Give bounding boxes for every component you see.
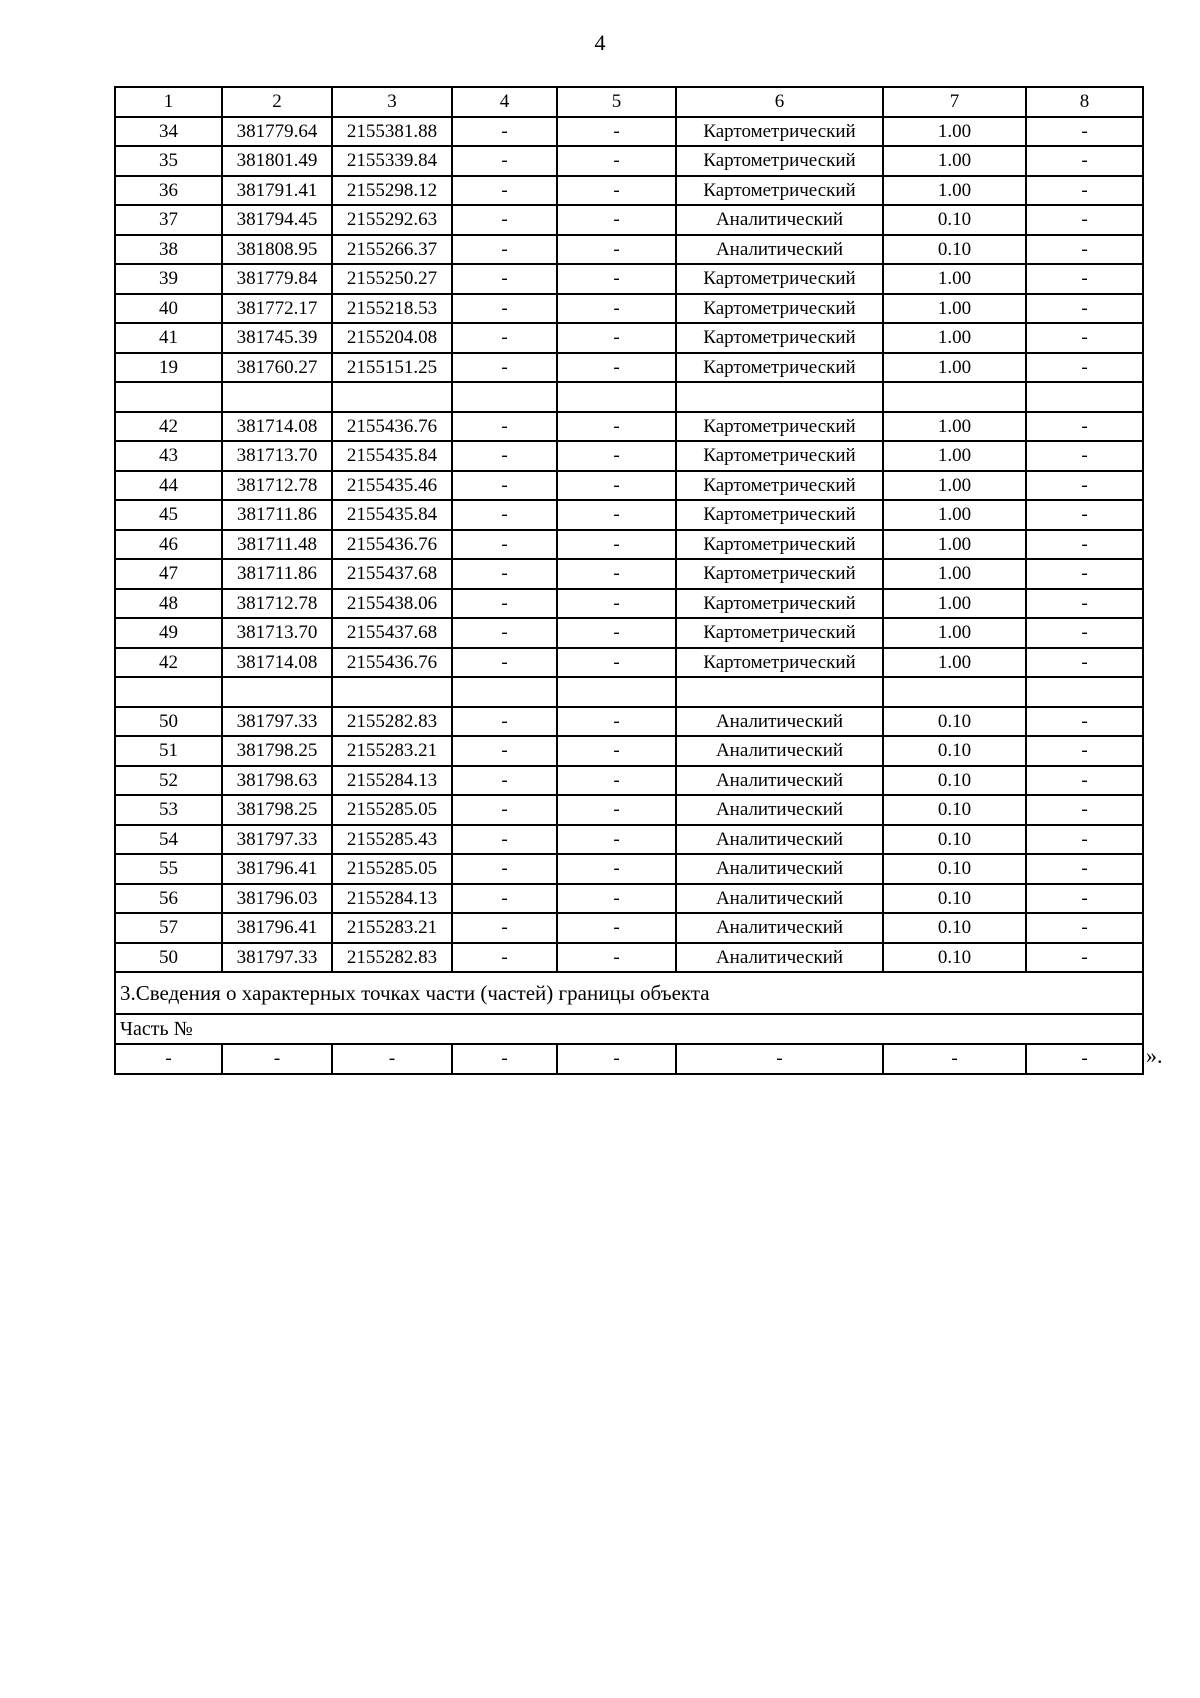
table-cell: 57 — [115, 913, 222, 943]
table-cell: - — [557, 1044, 676, 1074]
table-cell: 381798.63 — [222, 766, 332, 796]
table-cell: - — [557, 707, 676, 737]
table-cell: 2155298.12 — [332, 176, 452, 206]
table-cell: 381760.27 — [222, 353, 332, 383]
part-label: Часть № — [115, 1014, 1143, 1044]
part-data-row — [115, 1044, 1143, 1074]
table-cell: 2155438.06 — [332, 589, 452, 619]
table-cell: 381714.08 — [222, 412, 332, 442]
table-cell: - — [557, 530, 676, 560]
table-cell: Картометрический — [676, 146, 883, 176]
table-cell: 1.00 — [883, 500, 1026, 530]
table-cell: - — [452, 294, 557, 324]
table-cell: 2155437.68 — [332, 559, 452, 589]
table-cell: - — [557, 353, 676, 383]
table-cell: 39 — [115, 264, 222, 294]
table-cell: - — [1026, 1044, 1143, 1074]
table-cell: 381798.25 — [222, 736, 332, 766]
table-cell: 0.10 — [883, 854, 1026, 884]
table-cell: 381794.45 — [222, 205, 332, 235]
table-cell: - — [557, 205, 676, 235]
table-cell: 1.00 — [883, 176, 1026, 206]
table-cell: 2155282.83 — [332, 707, 452, 737]
table-cell: - — [1026, 825, 1143, 855]
table-cell: - — [557, 943, 676, 973]
table-row — [115, 648, 1143, 678]
table-cell: Картометрический — [676, 264, 883, 294]
table-cell — [452, 382, 557, 412]
table-cell: 51 — [115, 736, 222, 766]
table-cell: 381779.64 — [222, 117, 332, 147]
table-cell: 381712.78 — [222, 589, 332, 619]
section-heading: 3.Сведения о характерных точках части (частей) границы объекта — [115, 972, 1143, 1014]
table-cell: 2155437.68 — [332, 618, 452, 648]
table-cell: Картометрический — [676, 323, 883, 353]
table-cell: 2155435.46 — [332, 471, 452, 501]
table-cell: - — [452, 559, 557, 589]
table-cell: 2155284.13 — [332, 884, 452, 914]
table-cell: - — [452, 795, 557, 825]
table-cell: Аналитический — [676, 766, 883, 796]
table-cell: - — [1026, 235, 1143, 265]
table-cell: 2155204.08 — [332, 323, 452, 353]
table-cell: 2155436.76 — [332, 412, 452, 442]
table-cell: 2155435.84 — [332, 500, 452, 530]
table-cell: - — [452, 353, 557, 383]
table-cell: - — [452, 766, 557, 796]
table-row — [115, 500, 1143, 530]
table-cell: 37 — [115, 205, 222, 235]
table-cell: Картометрический — [676, 117, 883, 147]
table-cell: Аналитический — [676, 707, 883, 737]
table-cell: 1.00 — [883, 353, 1026, 383]
table-cell: - — [1026, 500, 1143, 530]
table-cell: 0.10 — [883, 707, 1026, 737]
table-cell: 381711.86 — [222, 559, 332, 589]
table-cell: - — [452, 854, 557, 884]
table-cell: 0.10 — [883, 736, 1026, 766]
table-row — [115, 618, 1143, 648]
table-cell: 1.00 — [883, 323, 1026, 353]
table-cell: 381801.49 — [222, 146, 332, 176]
table-cell: - — [1026, 176, 1143, 206]
table-cell: - — [452, 943, 557, 973]
table-cell: 2155285.43 — [332, 825, 452, 855]
table-cell: Аналитический — [676, 235, 883, 265]
table-cell: 43 — [115, 441, 222, 471]
table-cell: - — [1026, 736, 1143, 766]
table-cell: - — [557, 441, 676, 471]
table-row — [115, 884, 1143, 914]
table-cell: 2155285.05 — [332, 854, 452, 884]
table-cell: 44 — [115, 471, 222, 501]
table-cell: - — [452, 500, 557, 530]
table-row — [115, 943, 1143, 973]
table-cell: 2155250.27 — [332, 264, 452, 294]
table-cell: - — [557, 294, 676, 324]
table-row — [115, 677, 1143, 707]
table-cell: Картометрический — [676, 648, 883, 678]
table-cell: 3 — [332, 87, 452, 117]
table-cell: 1.00 — [883, 294, 1026, 324]
table-cell: - — [452, 323, 557, 353]
table-cell: Картометрический — [676, 589, 883, 619]
table-row — [115, 766, 1143, 796]
table-cell — [676, 382, 883, 412]
table-cell: - — [557, 795, 676, 825]
table-cell: 381808.95 — [222, 235, 332, 265]
table-cell: 52 — [115, 766, 222, 796]
table-cell: - — [452, 176, 557, 206]
table-row — [115, 530, 1143, 560]
table-cell — [332, 677, 452, 707]
closing-quote: ». — [1146, 1043, 1163, 1068]
table-row — [115, 382, 1143, 412]
table-cell: 2155218.53 — [332, 294, 452, 324]
table-cell: - — [1026, 913, 1143, 943]
table-cell: - — [557, 412, 676, 442]
table-cell: 1.00 — [883, 589, 1026, 619]
table-cell: 47 — [115, 559, 222, 589]
table-cell: Аналитический — [676, 884, 883, 914]
table-cell: - — [452, 736, 557, 766]
table-cell: 45 — [115, 500, 222, 530]
table-cell: - — [557, 176, 676, 206]
table-cell: 2155151.25 — [332, 353, 452, 383]
table-row — [115, 441, 1143, 471]
table-cell: 19 — [115, 353, 222, 383]
table-row — [115, 471, 1143, 501]
table-cell: - — [557, 854, 676, 884]
table-cell: - — [1026, 530, 1143, 560]
table-cell: 42 — [115, 412, 222, 442]
table-cell: 0.10 — [883, 235, 1026, 265]
table-cell: 381796.41 — [222, 854, 332, 884]
table-cell: 2155285.05 — [332, 795, 452, 825]
table-cell: 381797.33 — [222, 943, 332, 973]
table-cell: 0.10 — [883, 884, 1026, 914]
table-cell: 2155283.21 — [332, 736, 452, 766]
table-cell: - — [452, 412, 557, 442]
table-cell: 6 — [676, 87, 883, 117]
table-cell: - — [452, 884, 557, 914]
table-cell — [676, 677, 883, 707]
table-cell: 56 — [115, 884, 222, 914]
table-cell: - — [557, 471, 676, 501]
table-row — [115, 736, 1143, 766]
table-cell: 48 — [115, 589, 222, 619]
table-row — [115, 294, 1143, 324]
table-cell: 1.00 — [883, 648, 1026, 678]
table-cell: 381714.08 — [222, 648, 332, 678]
table-cell: 381797.33 — [222, 707, 332, 737]
table-cell: 1.00 — [883, 530, 1026, 560]
table-row — [115, 176, 1143, 206]
table-cell: 381713.70 — [222, 618, 332, 648]
column-header-row — [115, 87, 1143, 117]
table-cell: 2155283.21 — [332, 913, 452, 943]
table-cell: Аналитический — [676, 795, 883, 825]
table-cell: 46 — [115, 530, 222, 560]
table-cell — [557, 677, 676, 707]
table-cell: 1.00 — [883, 412, 1026, 442]
table-cell: 2155435.84 — [332, 441, 452, 471]
table-cell: 381745.39 — [222, 323, 332, 353]
table-cell: 4 — [452, 87, 557, 117]
table-cell — [557, 382, 676, 412]
table-row — [115, 913, 1143, 943]
table-cell — [115, 677, 222, 707]
table-cell: - — [1026, 264, 1143, 294]
table-cell: 2155266.37 — [332, 235, 452, 265]
table-cell: Картометрический — [676, 530, 883, 560]
table-cell: Аналитический — [676, 913, 883, 943]
table-cell: 0.10 — [883, 825, 1026, 855]
table-cell: - — [676, 1044, 883, 1074]
table-cell: - — [557, 589, 676, 619]
table-cell: 0.10 — [883, 913, 1026, 943]
table-cell: - — [1026, 412, 1143, 442]
table-cell: - — [1026, 618, 1143, 648]
table-cell: 40 — [115, 294, 222, 324]
table-cell: - — [222, 1044, 332, 1074]
table-row — [115, 795, 1143, 825]
table-cell: 381772.17 — [222, 294, 332, 324]
table-cell — [222, 382, 332, 412]
table-cell: 381712.78 — [222, 471, 332, 501]
table-cell: 53 — [115, 795, 222, 825]
table-cell: - — [1026, 294, 1143, 324]
table-cell: - — [452, 825, 557, 855]
table-cell: 2155292.63 — [332, 205, 452, 235]
table-row — [115, 589, 1143, 619]
table-cell: - — [557, 117, 676, 147]
table-cell: - — [557, 618, 676, 648]
table-cell: - — [557, 884, 676, 914]
table-cell: - — [557, 235, 676, 265]
table-cell: - — [452, 530, 557, 560]
table-cell: - — [1026, 353, 1143, 383]
table-row — [115, 323, 1143, 353]
table-cell: - — [452, 117, 557, 147]
table-cell: - — [1026, 854, 1143, 884]
table-cell: 2155436.76 — [332, 530, 452, 560]
table-cell: Картометрический — [676, 471, 883, 501]
table-cell — [1026, 382, 1143, 412]
table-cell — [1026, 677, 1143, 707]
table-cell: 381713.70 — [222, 441, 332, 471]
table-cell: 54 — [115, 825, 222, 855]
table-cell: - — [883, 1044, 1026, 1074]
section-heading-row — [115, 972, 1143, 1014]
table-cell: - — [557, 559, 676, 589]
table-cell: - — [557, 825, 676, 855]
table-cell: 2155381.88 — [332, 117, 452, 147]
table-row — [115, 412, 1143, 442]
table-cell: 8 — [1026, 87, 1143, 117]
table-cell: Картометрический — [676, 412, 883, 442]
table-cell: - — [1026, 559, 1143, 589]
table-cell: - — [1026, 707, 1143, 737]
table-cell: 2155282.83 — [332, 943, 452, 973]
table-cell: Картометрический — [676, 176, 883, 206]
table-cell: - — [452, 618, 557, 648]
table-cell: - — [1026, 441, 1143, 471]
table-cell: - — [452, 441, 557, 471]
table-cell: 381779.84 — [222, 264, 332, 294]
table-cell: Картометрический — [676, 353, 883, 383]
table-cell: - — [557, 648, 676, 678]
table-cell: 2155436.76 — [332, 648, 452, 678]
table-row — [115, 235, 1143, 265]
table-cell: 49 — [115, 618, 222, 648]
table-row — [115, 353, 1143, 383]
table-cell: - — [1026, 471, 1143, 501]
table-cell: 38 — [115, 235, 222, 265]
table-cell: - — [557, 736, 676, 766]
table-cell: 1.00 — [883, 146, 1026, 176]
table-cell: 0.10 — [883, 205, 1026, 235]
table-cell: Аналитический — [676, 943, 883, 973]
table-cell: - — [1026, 766, 1143, 796]
table-cell: Картометрический — [676, 618, 883, 648]
table-cell: - — [452, 235, 557, 265]
table-cell: - — [452, 471, 557, 501]
table-cell: 35 — [115, 146, 222, 176]
table-row — [115, 205, 1143, 235]
table-cell — [115, 382, 222, 412]
table-cell: 42 — [115, 648, 222, 678]
coordinates-table — [114, 86, 1144, 1075]
table-cell: 0.10 — [883, 795, 1026, 825]
table-cell: 36 — [115, 176, 222, 206]
table-cell: 1.00 — [883, 471, 1026, 501]
table-cell: - — [1026, 589, 1143, 619]
table-cell: - — [1026, 205, 1143, 235]
table-cell: - — [452, 913, 557, 943]
table-row — [115, 825, 1143, 855]
table-cell: Картометрический — [676, 441, 883, 471]
table-cell — [452, 677, 557, 707]
table-cell: - — [557, 146, 676, 176]
table-cell: - — [1026, 323, 1143, 353]
table-cell: 1.00 — [883, 441, 1026, 471]
table-cell: 1 — [115, 87, 222, 117]
table-cell: Аналитический — [676, 825, 883, 855]
table-row — [115, 854, 1143, 884]
table-cell: 381796.03 — [222, 884, 332, 914]
table-cell: 50 — [115, 707, 222, 737]
table-cell: - — [557, 913, 676, 943]
table-cell: - — [452, 205, 557, 235]
table-cell: 381798.25 — [222, 795, 332, 825]
table-cell: Картометрический — [676, 559, 883, 589]
table-cell: 0.10 — [883, 766, 1026, 796]
table-cell: - — [452, 264, 557, 294]
table-cell: 7 — [883, 87, 1026, 117]
table-row — [115, 146, 1143, 176]
table-cell: 1.00 — [883, 559, 1026, 589]
table-cell: Картометрический — [676, 294, 883, 324]
table-cell: - — [1026, 943, 1143, 973]
table-cell: - — [557, 766, 676, 796]
table-cell: - — [1026, 117, 1143, 147]
table-cell: 34 — [115, 117, 222, 147]
table-cell — [332, 382, 452, 412]
table-cell: - — [1026, 648, 1143, 678]
table-cell: 2155339.84 — [332, 146, 452, 176]
table-cell: - — [557, 323, 676, 353]
table-cell: 1.00 — [883, 264, 1026, 294]
table-cell: 50 — [115, 943, 222, 973]
table-cell: Аналитический — [676, 736, 883, 766]
table-cell: 41 — [115, 323, 222, 353]
table-cell: 0.10 — [883, 943, 1026, 973]
table-row — [115, 707, 1143, 737]
table-cell — [883, 382, 1026, 412]
table-cell: 381797.33 — [222, 825, 332, 855]
table-cell: Аналитический — [676, 205, 883, 235]
page-number: 4 — [594, 30, 606, 55]
table-cell: - — [452, 146, 557, 176]
table-cell: - — [115, 1044, 222, 1074]
table-cell: 381711.48 — [222, 530, 332, 560]
table-cell: 1.00 — [883, 618, 1026, 648]
table-cell: 381711.86 — [222, 500, 332, 530]
table-cell: 2155284.13 — [332, 766, 452, 796]
table-row — [115, 117, 1143, 147]
table-cell: - — [452, 648, 557, 678]
table-cell: - — [452, 589, 557, 619]
table-cell: 2 — [222, 87, 332, 117]
table-cell: Аналитический — [676, 854, 883, 884]
table-cell: 5 — [557, 87, 676, 117]
table-cell: - — [452, 1044, 557, 1074]
table-row — [115, 264, 1143, 294]
table-cell: - — [452, 707, 557, 737]
part-label-row — [115, 1014, 1143, 1044]
table-cell: - — [1026, 146, 1143, 176]
table-cell: - — [332, 1044, 452, 1074]
table-cell: 381796.41 — [222, 913, 332, 943]
table-row — [115, 559, 1143, 589]
table-cell: - — [1026, 795, 1143, 825]
table-cell: 55 — [115, 854, 222, 884]
table-cell — [883, 677, 1026, 707]
table-cell: 1.00 — [883, 117, 1026, 147]
table-cell: - — [557, 500, 676, 530]
table-cell: - — [1026, 884, 1143, 914]
table-cell — [222, 677, 332, 707]
table-cell: Картометрический — [676, 500, 883, 530]
table-cell: 381791.41 — [222, 176, 332, 206]
table-cell: - — [557, 264, 676, 294]
